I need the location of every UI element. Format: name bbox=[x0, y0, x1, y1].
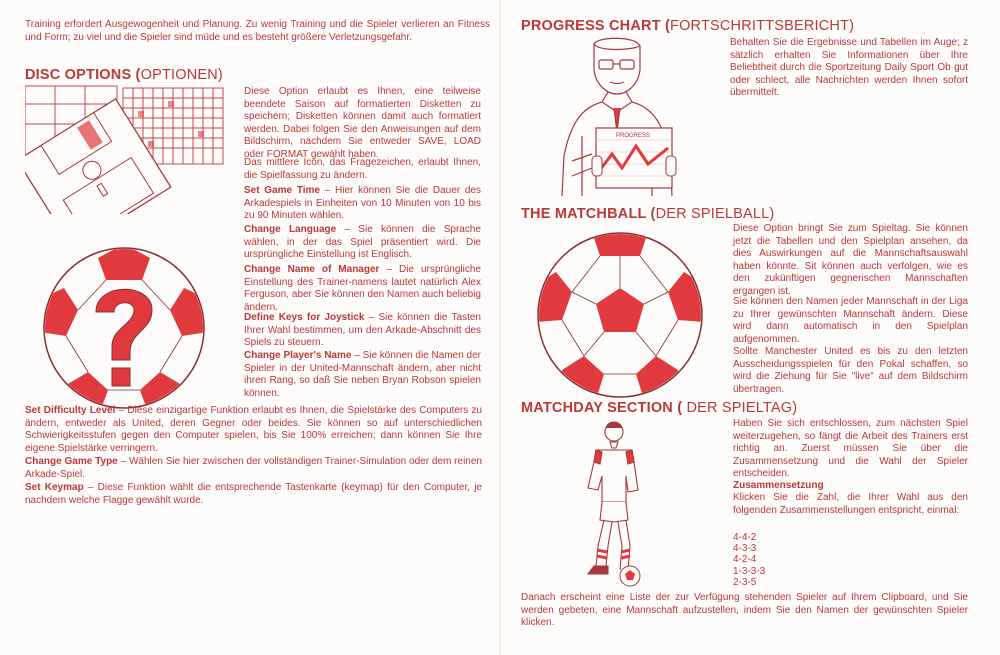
option-change-game-type: Change Game Type – Wählen Sie hier zwischen der vollständigen Trainer-Simulation oder dem reinen Arkade-Spiel. bbox=[25, 456, 482, 480]
progress-chart-text: Behalten Sie die Ergebnisse und Tabellen im Auge; z sätzlich erhalten Sie Informationen über Ihre Beliebtheit durch die Sportzeitung Daily Sport Ob gut oder schlect, alle Nachrichten werden Ihnen sofort übermittelt. bbox=[730, 37, 968, 99]
formation-list bbox=[733, 532, 765, 588]
intro-paragraph: Training erfordert Ausgewogenheit und Planung. Zu wenig Training und die Spieler verlieren an Fitness und Form; zu viel und die Spieler sind müde und es besteht größere Verletzungsgefahr. bbox=[25, 19, 490, 43]
option-set-keymap: Set Keymap – Diese Funktion wählt die entsprechende Tastenkarte (keymap) für den Computer, je nachdem welche Flagge gewählt wurde. bbox=[25, 482, 482, 506]
matchball-icon bbox=[532, 230, 708, 400]
option-define-keys: Define Keys for Joystick – Sie können die Tasten Ihrer Wahl bestimmen, um den Arkade-Abschnitt des Spiels zu steuern. bbox=[244, 312, 481, 349]
right-page bbox=[500, 0, 1000, 655]
footballer-illustration bbox=[574, 420, 654, 588]
matchday-heading: MATCHDAY SECTION ( DER SPIELTAG) bbox=[521, 400, 798, 416]
question-mark-ball-icon bbox=[38, 244, 210, 412]
option-set-game-time: Set Game Time – Hier können Sie die Dauer des Arkadespiels in Einheiten von 10 Minuten von 10 bis zu 90 Minuten wählen. bbox=[244, 185, 481, 222]
option-change-player-name: Change Player's Name – Sie können die Namen der Spieler in der United-Mannschaft ändern, aber nicht ihren Rang, so daß Sie neben Bryan Robson spielen können. bbox=[244, 350, 481, 399]
option-set-difficulty: Set Difficulty Level – Diese einzigartige Funktion erlaubt es Ihnen, die Spielstärke des Computers zu ändern, entweder als United, deren Gegner oder beides. Sie können so auf unterschiedlichen Schwierigkeitsstufen gegen den Computer spielen, bis Sie 100% erreichen; dann können Sie Ihre eigene Spielstärke verringern. bbox=[25, 405, 482, 454]
zusammensetzung-heading: Zusammensetzung bbox=[733, 480, 824, 491]
fragezeichen-text: Das mittlere Icon, das Fragezeichen, erlaubt Ihnen, die Spielfassung zu ändern. bbox=[244, 157, 481, 181]
progress-board-label: PROGRESS bbox=[616, 133, 651, 139]
matchday-text-2: Klicken Sie die Zahl, die Ihrer Wahl aus den folgenden Zusammenstellungen entspricht, einmal: bbox=[733, 492, 968, 516]
formation-item: 1-3-3-3 bbox=[733, 565, 766, 577]
progress-chart-heading: PROGRESS CHART (FORTSCHRITTSBERICHT) bbox=[521, 18, 855, 34]
disc-options-heading: DISC OPTIONS (OPTIONEN) bbox=[25, 67, 223, 83]
matchball-text-3: Sollte Manchester United es bis zu den letzten Ausscheidungsspielen für den Pokal schaffen, so wird die Ziehung für Sie "live" auf dem Bildschirm übertragen. bbox=[733, 346, 968, 395]
matchday-text-1: Haben Sie sich entschlossen, zum nächsten Spiel weiterzugehen, so fängt die Arbeit des Trainers erst richtig an. Zuerst müssen Sie über die Zusammensetzung und die Wahl der Spieler entscheiden. bbox=[733, 418, 968, 480]
formation-item: 4-4-2 bbox=[733, 532, 757, 543]
manager-with-progress-board-illustration bbox=[552, 36, 682, 202]
matchball-heading: THE MATCHBALL (DER SPIELBALL) bbox=[521, 206, 775, 222]
matchball-text-2: Sie können den Namen jeder Mannschaft in der Liga zu Ihrer gewünschten Mannschaft ändern. Diese wird dann automatisch in den Spielplan aufgenommen. bbox=[733, 296, 968, 345]
floppy-disk-illustration bbox=[25, 84, 225, 214]
formation-item: 4-2-4 bbox=[733, 554, 757, 566]
matchday-outro: Danach erscheint eine Liste der zur Verfügung stehenden Spieler auf Ihrem Clipboard, und Sie werden gebeten, eine Mannschaft aufzustellen, indem Sie den Namen der gewünschten Spieler klicken. bbox=[521, 592, 968, 629]
option-change-manager-name: Change Name of Manager – Die ursprüngliche Einstellung des Trainer-namens lautet natürlich Alex Ferguson, aber Sie können den Namen auch beliebig ändern. bbox=[244, 264, 481, 313]
option-change-language: Change Language – Sie können die Sprache wählen, in der das Spiel präsentiert wird. Die ursprüngliche Einstellung ist Englisch. bbox=[244, 224, 481, 261]
formation-item: 4-3-3 bbox=[733, 543, 757, 555]
disc-options-text: Diese Option erlaubt es Ihnen, eine teilweise beendete Saison auf formatierten Disketten zu speichern; Disketten können damit auch formatiert werden. Dabei folgen Sie den Anweisungen auf dem Bildschirm, nachdem Sie entweder SAVE, LOAD oder FORMAT gewählt haben. bbox=[244, 86, 481, 160]
formation-item: 2-3-5 bbox=[733, 576, 757, 588]
matchball-text-1: Diese Option bringt Sie zum Spieltag. Sie können jetzt die Tabellen und den Spielplan ansehen, da dies Auswirkungen auf die Mannschaftsauswahl haben könnte. Sit können auch verfolgen, wie es den zukünftigen gegnerischen Mannschaften ergangen ist. bbox=[733, 223, 968, 297]
